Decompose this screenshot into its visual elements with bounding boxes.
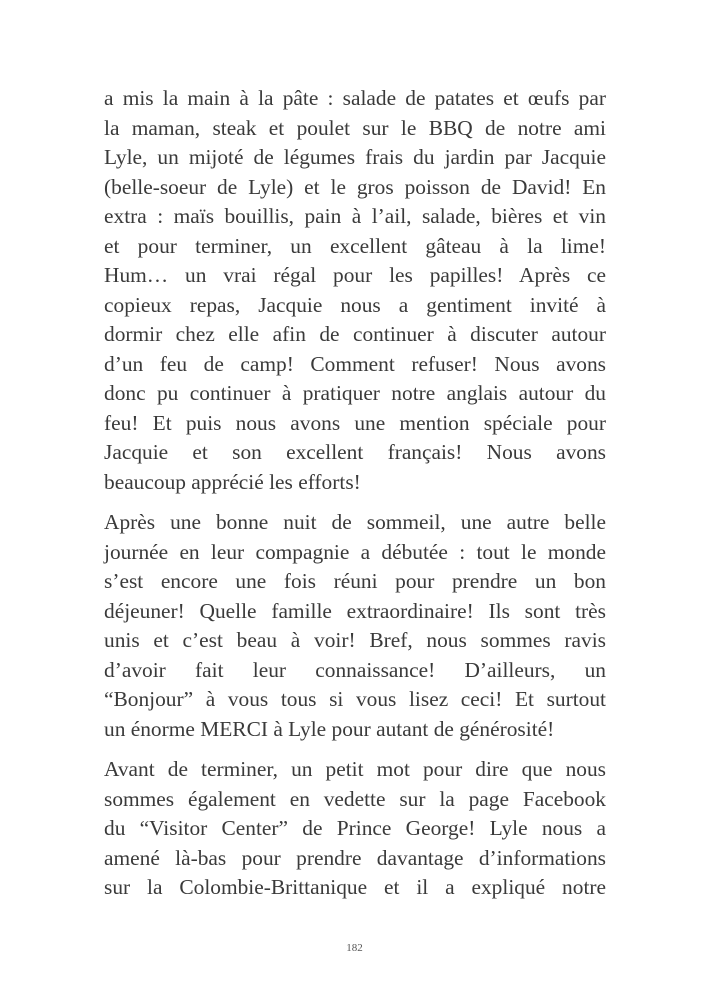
- text-line: amené là-bas pour prendre davantage d’informations: [104, 845, 606, 870]
- text-line: du “Visitor Center” de Prince George! Lyle nous a: [104, 816, 606, 840]
- text-line: sommes également en vedette sur la page Facebook: [104, 786, 606, 811]
- text-line: la maman, steak et poulet sur le BBQ de notre ami: [104, 115, 606, 140]
- text-line: (belle-soeur de Lyle) et le gros poisson de David! En: [104, 174, 606, 199]
- text-line: d’un feu de camp! Comment refuser! Nous avons: [104, 351, 606, 376]
- text-line: unis et c’est beau à voir! Bref, nous sommes ravis: [104, 628, 606, 652]
- text-line: d’avoir fait leur connaissance! D’ailleurs, un: [104, 657, 606, 682]
- text-line: journée en leur compagnie a débutée : tout le monde: [104, 539, 606, 564]
- text-line: sur la Colombie-Brittanique et il a expliqué notre: [104, 875, 606, 899]
- text-line: Lyle, un mijoté de légumes frais du jardin par Jacquie: [104, 145, 606, 169]
- text-line: extra : maïs bouillis, pain à l’ail, salade, bières et vin: [104, 204, 606, 228]
- text-line: beaucoup apprécié les efforts!: [104, 469, 361, 494]
- text-line: Jacquie et son excellent français! Nous avons: [104, 440, 606, 464]
- text-line: donc pu continuer à pratiquer notre anglais autour du: [104, 381, 606, 405]
- text-line: a mis la main à la pâte : salade de patates et œufs par: [104, 86, 606, 110]
- text-line: copieux repas, Jacquie nous a gentiment invité à: [104, 292, 606, 317]
- text-line: et pour terminer, un excellent gâteau à la lime!: [104, 233, 606, 258]
- text-line: s’est encore une fois réuni pour prendre un bon: [104, 569, 606, 593]
- text-line: un énorme MERCI à Lyle pour autant de générosité!: [104, 716, 555, 741]
- page-number: 182: [346, 942, 363, 954]
- text-line: feu! Et puis nous avons une mention spéciale pour: [104, 410, 606, 435]
- paragraph-2: [104, 508, 606, 744]
- paragraph-3: [104, 755, 606, 903]
- text-line: “Bonjour” à vous tous si vous lisez ceci! Et surtout: [104, 687, 606, 711]
- text-line: dormir chez elle afin de continuer à discuter autour: [104, 322, 606, 346]
- text-line: déjeuner! Quelle famille extraordinaire! Ils sont très: [104, 598, 606, 623]
- paragraph-1: [104, 84, 606, 497]
- text-line: Hum… un vrai régal pour les papilles! Après ce: [104, 263, 606, 287]
- body-text: [104, 84, 606, 914]
- text-line: Après une bonne nuit de sommeil, une autre belle: [104, 510, 606, 534]
- text-line: Avant de terminer, un petit mot pour dire que nous: [104, 757, 606, 781]
